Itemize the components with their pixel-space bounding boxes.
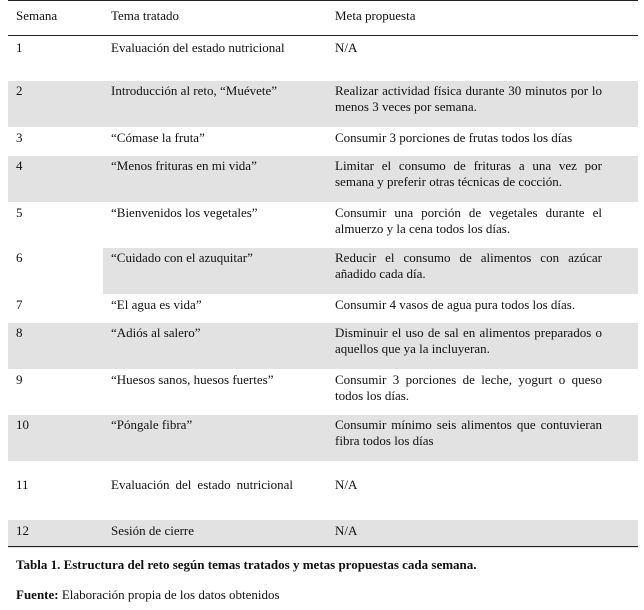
topic-cell: “Cuidado con el azuquitar”	[111, 250, 253, 265]
goal-cell: Disminuir el uso de sal en alimentos preparados o aquellos que ya la incluyeran.	[335, 325, 602, 356]
header-goal: Meta propuesta	[335, 8, 416, 23]
week-number: 2	[16, 83, 23, 98]
topic-cell: “Póngale fibra”	[111, 417, 193, 432]
table-row	[8, 127, 638, 156]
table-row	[8, 294, 638, 323]
goal-cell: Consumir mínimo seis alimentos que contuvieran fibra todos los días	[335, 417, 602, 448]
topic-cell: “Bienvenidos los vegetales”	[111, 205, 258, 220]
goal-cell: Consumir una porción de vegetales durante el almuerzo y la cena todos los días.	[335, 205, 602, 236]
topic-cell: Evaluación del estado nutricional	[111, 477, 293, 492]
header-week: Semana	[16, 8, 58, 23]
source-label: Fuente:	[16, 587, 59, 602]
topic-cell: “Menos frituras en mi vida”	[111, 158, 257, 173]
goal-cell: Consumir 3 porciones de frutas todos los días	[335, 130, 573, 145]
table-row	[8, 369, 638, 415]
goal-cell: N/A	[335, 523, 358, 538]
week-number: 11	[16, 477, 29, 492]
table-row	[8, 36, 638, 81]
table-header	[8, 0, 638, 36]
table-row	[8, 415, 638, 461]
table-row	[8, 323, 638, 369]
goal-cell: Consumir 4 vasos de agua pura todos los días.	[335, 297, 576, 312]
week-number: 10	[16, 417, 29, 432]
goal-cell: N/A	[335, 40, 358, 55]
week-number: 4	[16, 158, 23, 173]
table-row	[8, 156, 638, 202]
week-number: 3	[16, 130, 23, 145]
topic-cell: Evaluación del estado nutricional	[111, 40, 285, 55]
goal-cell: Consumir 3 porciones de leche, yogurt o queso todos los días.	[335, 372, 602, 403]
table-row	[8, 520, 638, 548]
topic-cell: Introducción al reto, “Muévete”	[111, 83, 278, 98]
topic-cell: “El agua es vida”	[111, 297, 202, 312]
topic-cell: “Adiós al salero”	[111, 325, 201, 340]
week-number: 7	[16, 297, 23, 312]
week-number: 6	[16, 250, 23, 265]
week-number: 1	[16, 40, 23, 55]
weekly-challenge-table	[8, 0, 638, 548]
table-row	[8, 81, 638, 127]
topic-cell: “Cómase la fruta”	[111, 130, 205, 145]
week-number: 9	[16, 372, 23, 387]
week-number: 8	[16, 325, 23, 340]
table-caption: Tabla 1. Estructura del reto según temas tratados y metas propuestas cada semana.	[16, 557, 477, 572]
table-bottom-rule	[8, 546, 638, 547]
week-number: 12	[16, 523, 29, 538]
goal-cell: Reducir el consumo de alimentos con azúcar añadido cada día.	[335, 250, 602, 281]
table-row	[8, 461, 638, 520]
topic-cell: Sesión de cierre	[111, 523, 195, 538]
week-number: 5	[16, 205, 23, 220]
table-row	[8, 248, 638, 294]
source-note	[16, 587, 280, 603]
goal-cell: Realizar actividad física durante 30 minutos por lo menos 3 veces por semana.	[335, 83, 602, 114]
header-topic: Tema tratado	[111, 8, 180, 23]
table-row	[8, 202, 638, 248]
source-text: Elaboración propia de los datos obtenidos	[58, 587, 280, 602]
goal-cell: N/A	[335, 477, 358, 492]
goal-cell: Limitar el consumo de frituras a una vez por semana y preferir otras técnicas de cocción.	[335, 158, 602, 189]
topic-cell: “Huesos sanos, huesos fuertes”	[111, 372, 274, 387]
